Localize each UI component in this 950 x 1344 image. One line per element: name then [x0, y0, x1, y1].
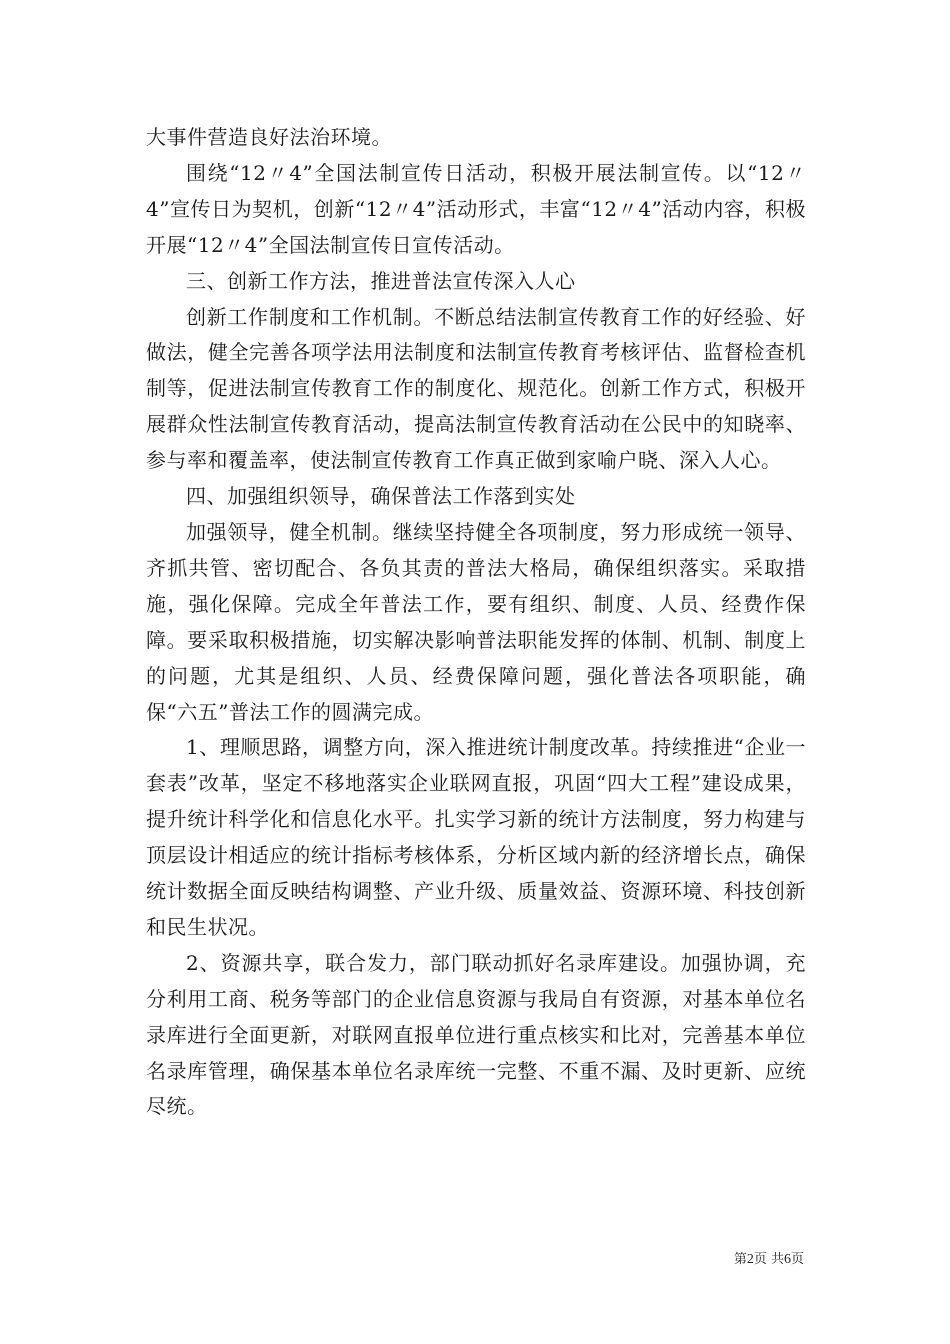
footer-middle: 页 共 — [753, 1252, 784, 1267]
paragraph-item-1: 1、理顺思路，调整方向，深入推进统计制度改革。持续推进“企业一套表”改革，坚定不移地落实企业联网直报，巩固“四大工程”建设成果，提升统计科学化和信息化水平。扎实学习新的统计方法制度，努力构建与顶层设计相适应的统计指标考核体系，分析区域内新的经济增长点，确保统计数据全面反映结构调整、产业升级、质量效益、资源环境、科技创新和民生状况。 — [146, 735, 806, 939]
section-heading-4: 四、加强组织领导，确保普法工作落到实处 — [186, 484, 576, 509]
paragraph-legal-day: 围绕“12〃4”全国法制宣传日活动，积极开展法制宣传。以“12〃4”宣传日为契机，创新“12〃4”活动形式，丰富“12〃4”活动内容，积极开展“12〃4”全国法制宣传日宣传活动。 — [146, 160, 806, 257]
paragraph-leadership: 加强领导，健全机制。继续坚持健全各项制度，努力形成统一领导、齐抓共管、密切配合、各负其责的普法大格局，确保组织落实。采取措施，强化保障。完成全年普法工作，要有组织、制度、人员、经费作保障。要采取积极措施，切实解决影响普法职能发挥的体制、机制、制度上的问题，尤其是组织、人员、经费保障问题，强化普法各项职能，确保“六五”普法工作的圆满完成。 — [146, 519, 806, 724]
footer-current-page: 2 — [746, 1252, 754, 1267]
paragraph-item-2: 2、资源共享，联合发力，部门联动抓好名录库建设。加强协调，充分利用工商、税务等部门的企业信息资源与我局自有资源，对基本单位名录库进行全面更新，对联网直报单位进行重点核实和比对，完善基本单位名录库管理，确保基本单位名录库统一完整、不重不漏、及时更新、应统尽统。 — [146, 950, 806, 1119]
page-footer — [734, 1248, 804, 1268]
paragraph-innovation: 创新工作制度和工作机制。不断总结法制宣传教育工作的好经验、好做法，健全完善各项学法用法制度和法制宣传教育考核评估、监督检查机制等，促进法制宣传教育工作的制度化、规范化。创新工作方式，积极开展群众性法制宣传教育活动，提高法制宣传教育活动在公民中的知晓率、参与率和覆盖率，使法制宣传教育工作真正做到家喻户晓、深入人心。 — [146, 304, 806, 473]
document-body — [146, 120, 806, 1125]
paragraph-continuation: 大事件营造良好法治环境。 — [146, 125, 392, 149]
footer-suffix: 页 — [790, 1252, 804, 1267]
footer-prefix: 第 — [733, 1252, 747, 1267]
footer-total-pages: 6 — [783, 1252, 791, 1267]
section-heading-3: 三、创新工作方法，推进普法宣传深入人心 — [186, 268, 576, 293]
